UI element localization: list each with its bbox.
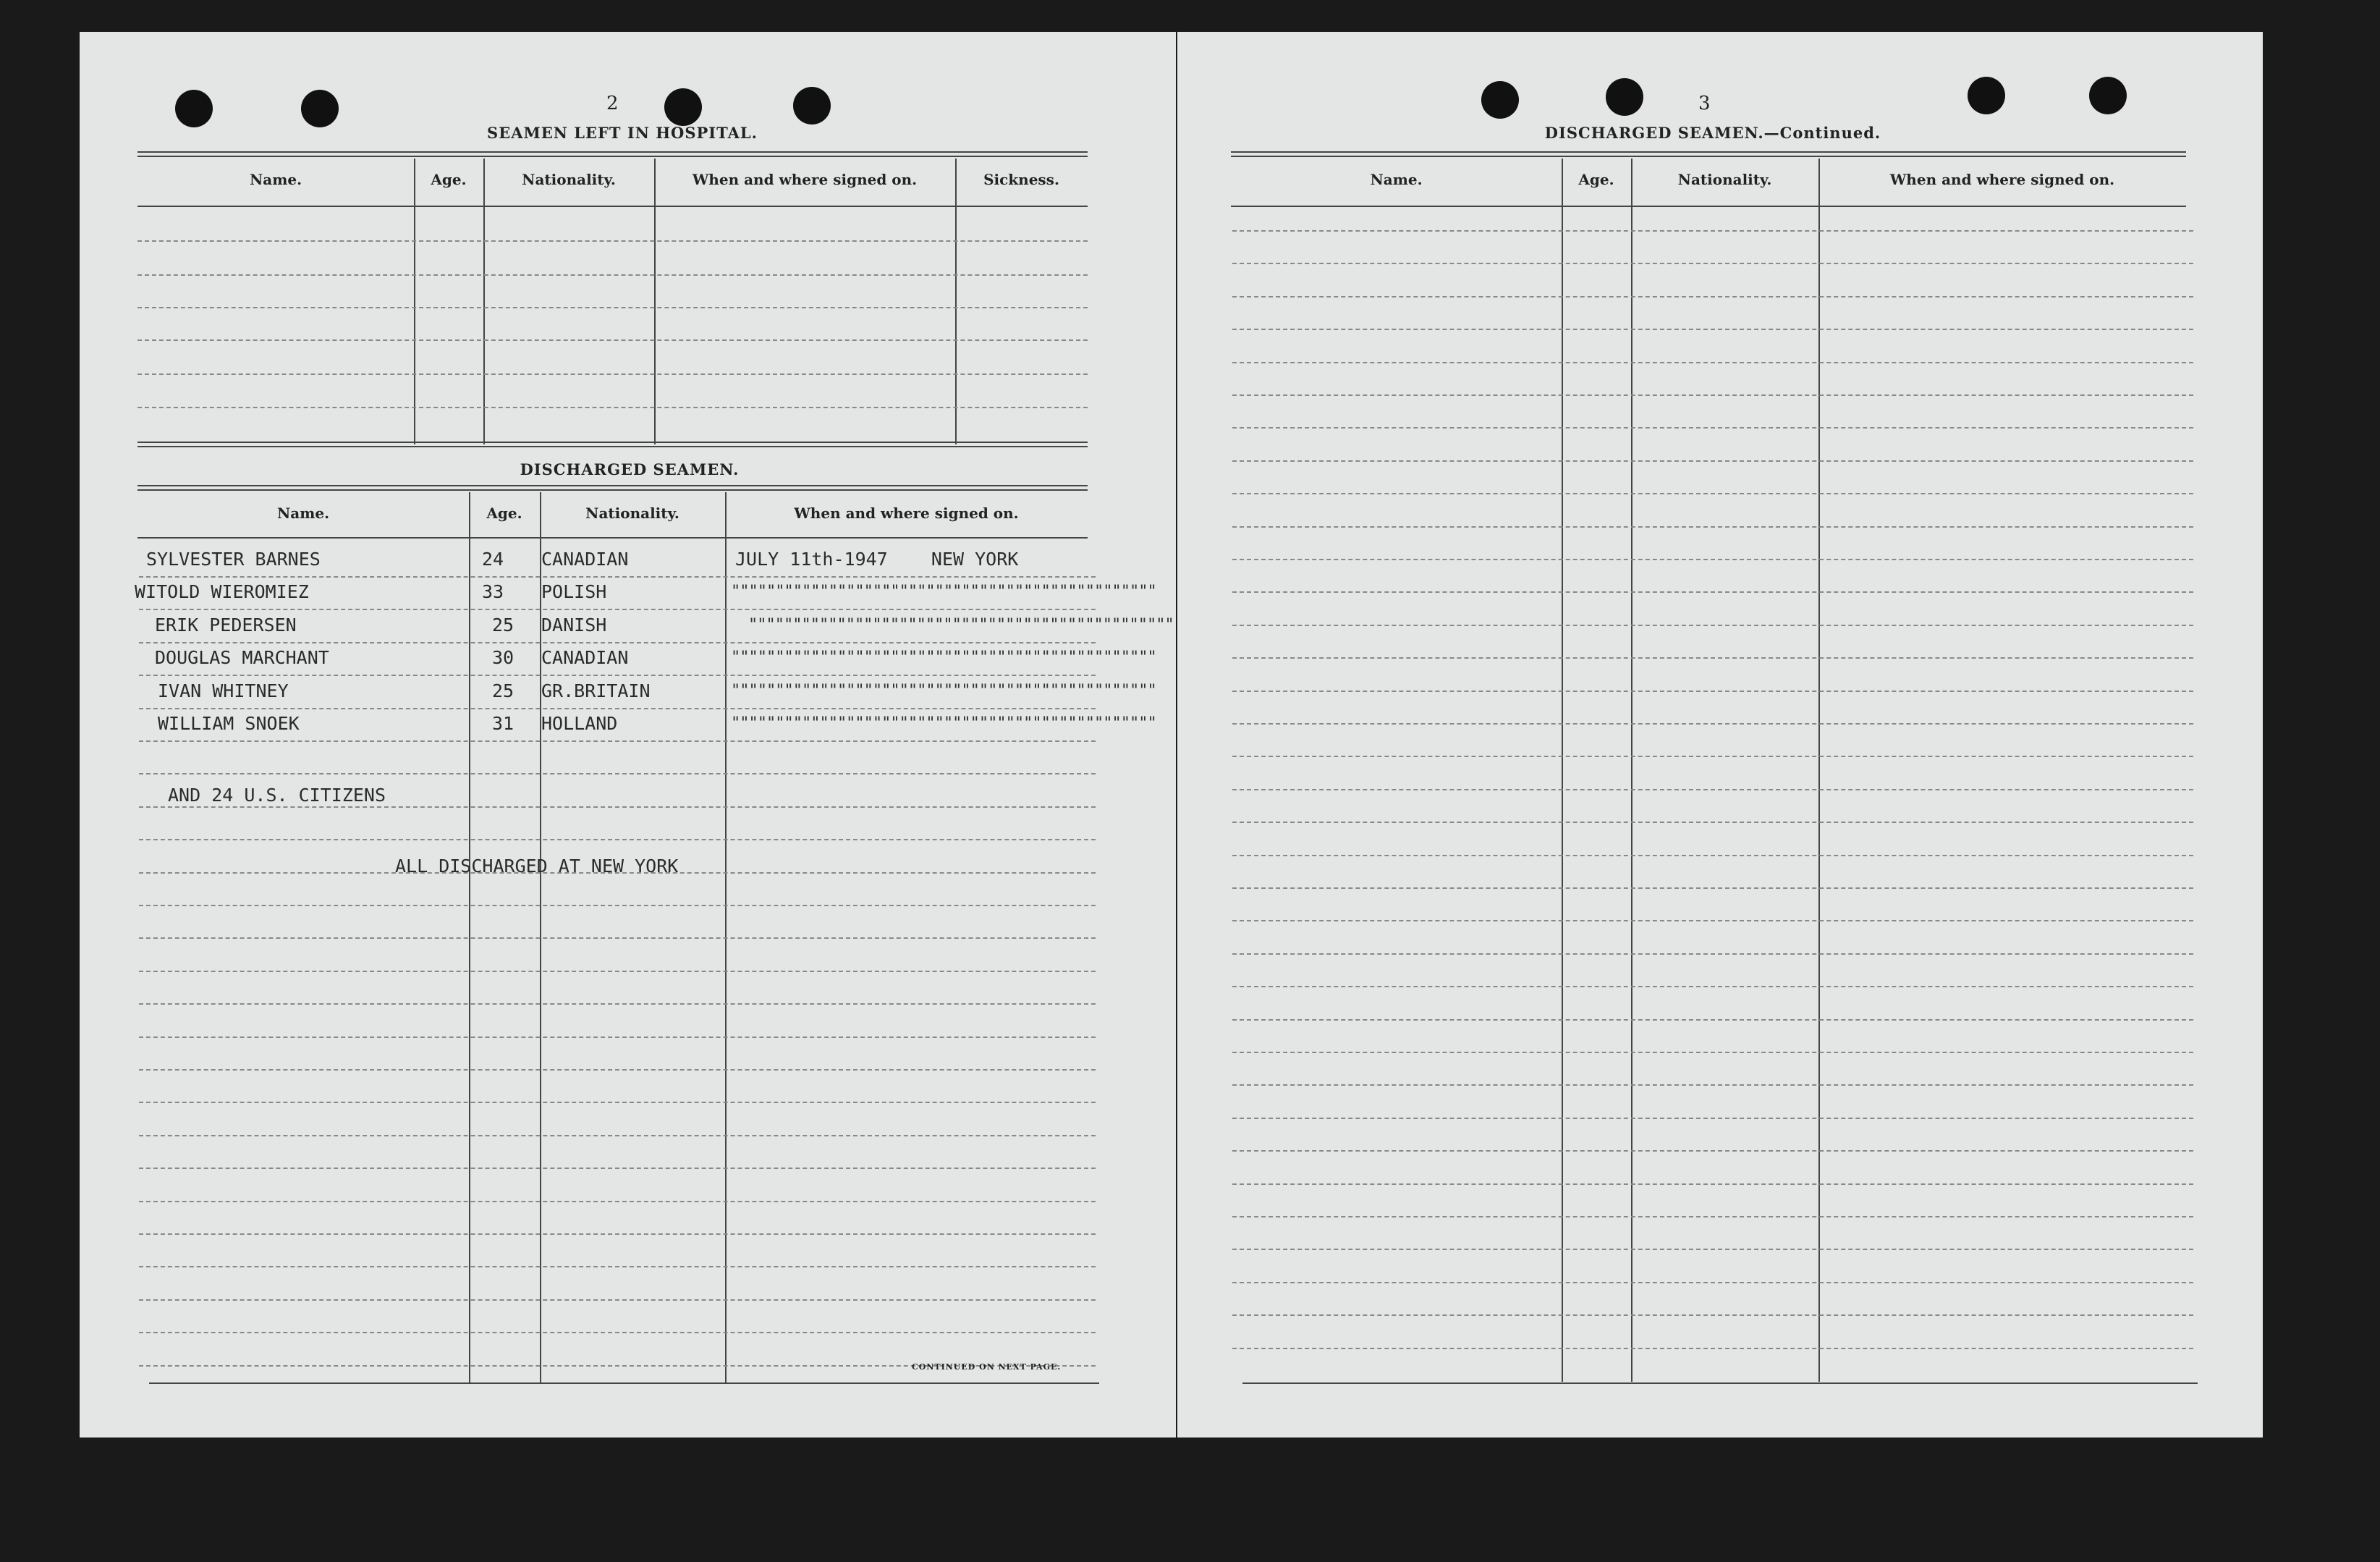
right-table-bottom-rule <box>1242 1382 2198 1384</box>
ruled-line <box>139 576 1096 578</box>
discharged-table-bottom-rule <box>149 1382 1099 1384</box>
ruled-line <box>139 1266 1096 1267</box>
discharged-age: 33 <box>482 581 504 602</box>
punch-hole-icon <box>664 88 702 126</box>
ruled-line <box>139 1102 1096 1103</box>
column-header: Nationality. <box>1677 171 1772 188</box>
discharged-age: 30 <box>492 647 514 668</box>
discharged-nationality: DANISH <box>541 615 607 636</box>
ruled-line <box>139 609 1096 610</box>
ruled-line <box>1232 986 2193 987</box>
ruled-line <box>1232 920 2193 921</box>
continued-section-title <box>1496 124 1930 142</box>
ruled-line <box>137 240 1088 242</box>
ruled-line <box>1232 329 2193 330</box>
page-number: 2 <box>606 93 619 114</box>
ruled-line <box>139 1037 1096 1038</box>
ruled-line <box>1232 887 2193 889</box>
column-divider <box>654 159 656 444</box>
ruled-line <box>137 307 1088 308</box>
ruled-line <box>137 373 1088 375</box>
ruled-line <box>1232 230 2193 232</box>
discharged-name: WILLIAM SNOEK <box>158 713 300 734</box>
discharged-nationality: GR.BRITAIN <box>541 680 651 701</box>
discharged-name: SYLVESTER BARNES <box>146 549 321 570</box>
discharged-signed_on: """""""""""""""""""""""""""""""""""""""""""""""" <box>731 649 1156 667</box>
ruled-line <box>139 1069 1096 1071</box>
ruled-line <box>139 905 1096 906</box>
punch-hole-icon <box>793 87 831 124</box>
ruled-line <box>139 971 1096 972</box>
discharged-table-top-rule <box>137 485 1088 491</box>
column-header: Nationality. <box>585 505 679 522</box>
column-header: When and where signed on. <box>794 505 1019 522</box>
ruled-line <box>1232 1249 2193 1250</box>
punch-hole-icon <box>1481 81 1519 119</box>
column-header: When and where signed on. <box>1889 171 2115 188</box>
ruled-line <box>137 407 1088 408</box>
ruled-line <box>137 339 1088 341</box>
discharged-name: ERIK PEDERSEN <box>155 615 297 636</box>
column-divider <box>955 159 957 444</box>
discharged-age: 25 <box>492 680 514 701</box>
column-header: Name. <box>1370 171 1423 188</box>
ruled-line <box>139 839 1096 840</box>
hospital-header-rule <box>137 206 1088 207</box>
discharged-nationality: HOLLAND <box>541 713 618 734</box>
us-citizens-line: AND 24 U.S. CITIZENS <box>168 785 386 806</box>
punch-hole-icon <box>175 90 213 127</box>
ruled-line <box>1232 1150 2193 1152</box>
ruled-line <box>1232 756 2193 757</box>
ruled-line <box>1232 460 2193 462</box>
hospital-section-title: SEAMEN LEFT IN HOSPITAL. <box>487 124 758 142</box>
ruled-line <box>1232 625 2193 626</box>
column-header: Name. <box>249 171 302 188</box>
punch-hole-icon <box>301 90 339 127</box>
ruled-line <box>1232 1314 2193 1316</box>
discharged-nationality: CANADIAN <box>541 549 629 570</box>
column-header: Name. <box>276 505 330 522</box>
column-divider <box>1818 159 1820 1382</box>
discharged-header-rule <box>137 537 1088 539</box>
ruled-line <box>139 642 1096 643</box>
ruled-line <box>1232 296 2193 297</box>
ruled-line <box>1232 1183 2193 1185</box>
ruled-line <box>139 1135 1096 1136</box>
ruled-line <box>1232 691 2193 692</box>
ruled-line <box>1232 953 2193 955</box>
ruled-line <box>1232 559 2193 560</box>
discharged-signed_on: JULY 11th-1947 NEW YORK <box>735 549 1019 570</box>
column-header: Sickness. <box>983 171 1059 188</box>
ruled-line <box>1232 427 2193 429</box>
discharged-signed_on: """""""""""""""""""""""""""""""""""""""""""""""" <box>731 682 1156 700</box>
discharged-name: DOUGLAS MARCHANT <box>155 647 329 668</box>
discharged-age: 24 <box>482 549 504 570</box>
ruled-line <box>1232 789 2193 790</box>
punch-hole-icon <box>1606 78 1643 116</box>
ruled-line <box>1232 526 2193 528</box>
ruled-line <box>1232 855 2193 856</box>
ruled-line <box>139 740 1096 742</box>
page-number: 3 <box>1698 93 1711 114</box>
ruled-line <box>139 1332 1096 1333</box>
discharged-age: 31 <box>492 713 514 734</box>
ruled-line <box>139 1201 1096 1202</box>
continued-footnote: CONTINUED ON NEXT PAGE. <box>912 1362 1062 1372</box>
column-header: When and where signed on. <box>692 171 918 188</box>
ruled-line <box>1232 1084 2193 1086</box>
ruled-line <box>139 1233 1096 1235</box>
column-divider <box>414 159 415 444</box>
right-page <box>1177 32 2263 1438</box>
left-page <box>80 32 1176 1438</box>
hospital-table-top-rule <box>137 151 1088 157</box>
ruled-line <box>137 274 1088 276</box>
discharged-nationality: POLISH <box>541 581 607 602</box>
ruled-line <box>1232 263 2193 264</box>
column-header: Age. <box>486 505 522 522</box>
discharged-signed_on: """""""""""""""""""""""""""""""""""""""""""""""" <box>748 616 1174 634</box>
continued-title-text: DISCHARGED SEAMEN.—Continued. <box>1544 124 1881 142</box>
column-divider <box>1631 159 1632 1382</box>
discharged-signed_on: """""""""""""""""""""""""""""""""""""""""""""""" <box>731 714 1156 733</box>
column-divider <box>483 159 485 444</box>
right-table-top-rule <box>1231 151 2186 157</box>
ruled-line <box>1232 657 2193 659</box>
ruled-line <box>1232 362 2193 363</box>
hospital-table-bottom-rule <box>137 442 1088 447</box>
ruled-line <box>139 1299 1096 1301</box>
column-divider <box>1562 159 1563 1382</box>
ruled-line <box>139 773 1096 774</box>
column-header: Nationality. <box>522 171 616 188</box>
column-header: Age. <box>431 171 467 188</box>
column-header: Age. <box>1578 171 1614 188</box>
ruled-line <box>1232 1019 2193 1021</box>
discharged-nationality: CANADIAN <box>541 647 629 668</box>
ruled-line <box>1232 1216 2193 1217</box>
discharged-age: 25 <box>492 615 514 636</box>
discharge-note: ALL DISCHARGED AT NEW YORK <box>395 856 679 877</box>
ruled-line <box>139 937 1096 939</box>
discharged-section-title: DISCHARGED SEAMEN. <box>520 460 740 478</box>
ruled-line <box>1232 1348 2193 1349</box>
ruled-line <box>1232 493 2193 494</box>
punch-hole-icon <box>2089 77 2127 114</box>
discharged-name: IVAN WHITNEY <box>158 680 289 701</box>
punch-hole-icon <box>1968 77 2005 114</box>
discharged-name: WITOLD WIEROMIEZ <box>135 581 309 602</box>
ruled-line <box>1232 1282 2193 1283</box>
ruled-line <box>1232 1052 2193 1053</box>
ruled-line <box>139 675 1096 676</box>
ruled-line <box>139 1003 1096 1005</box>
ruled-line <box>1232 591 2193 593</box>
discharged-signed_on: """""""""""""""""""""""""""""""""""""""""""""""" <box>731 583 1156 601</box>
ruled-line <box>1232 723 2193 725</box>
ruled-line <box>139 1168 1096 1169</box>
ruled-line <box>1232 394 2193 396</box>
ruled-line <box>1232 822 2193 823</box>
ruled-line <box>1232 1118 2193 1119</box>
ruled-line <box>139 806 1096 808</box>
ruled-line <box>139 708 1096 709</box>
right-header-rule <box>1231 206 2186 207</box>
